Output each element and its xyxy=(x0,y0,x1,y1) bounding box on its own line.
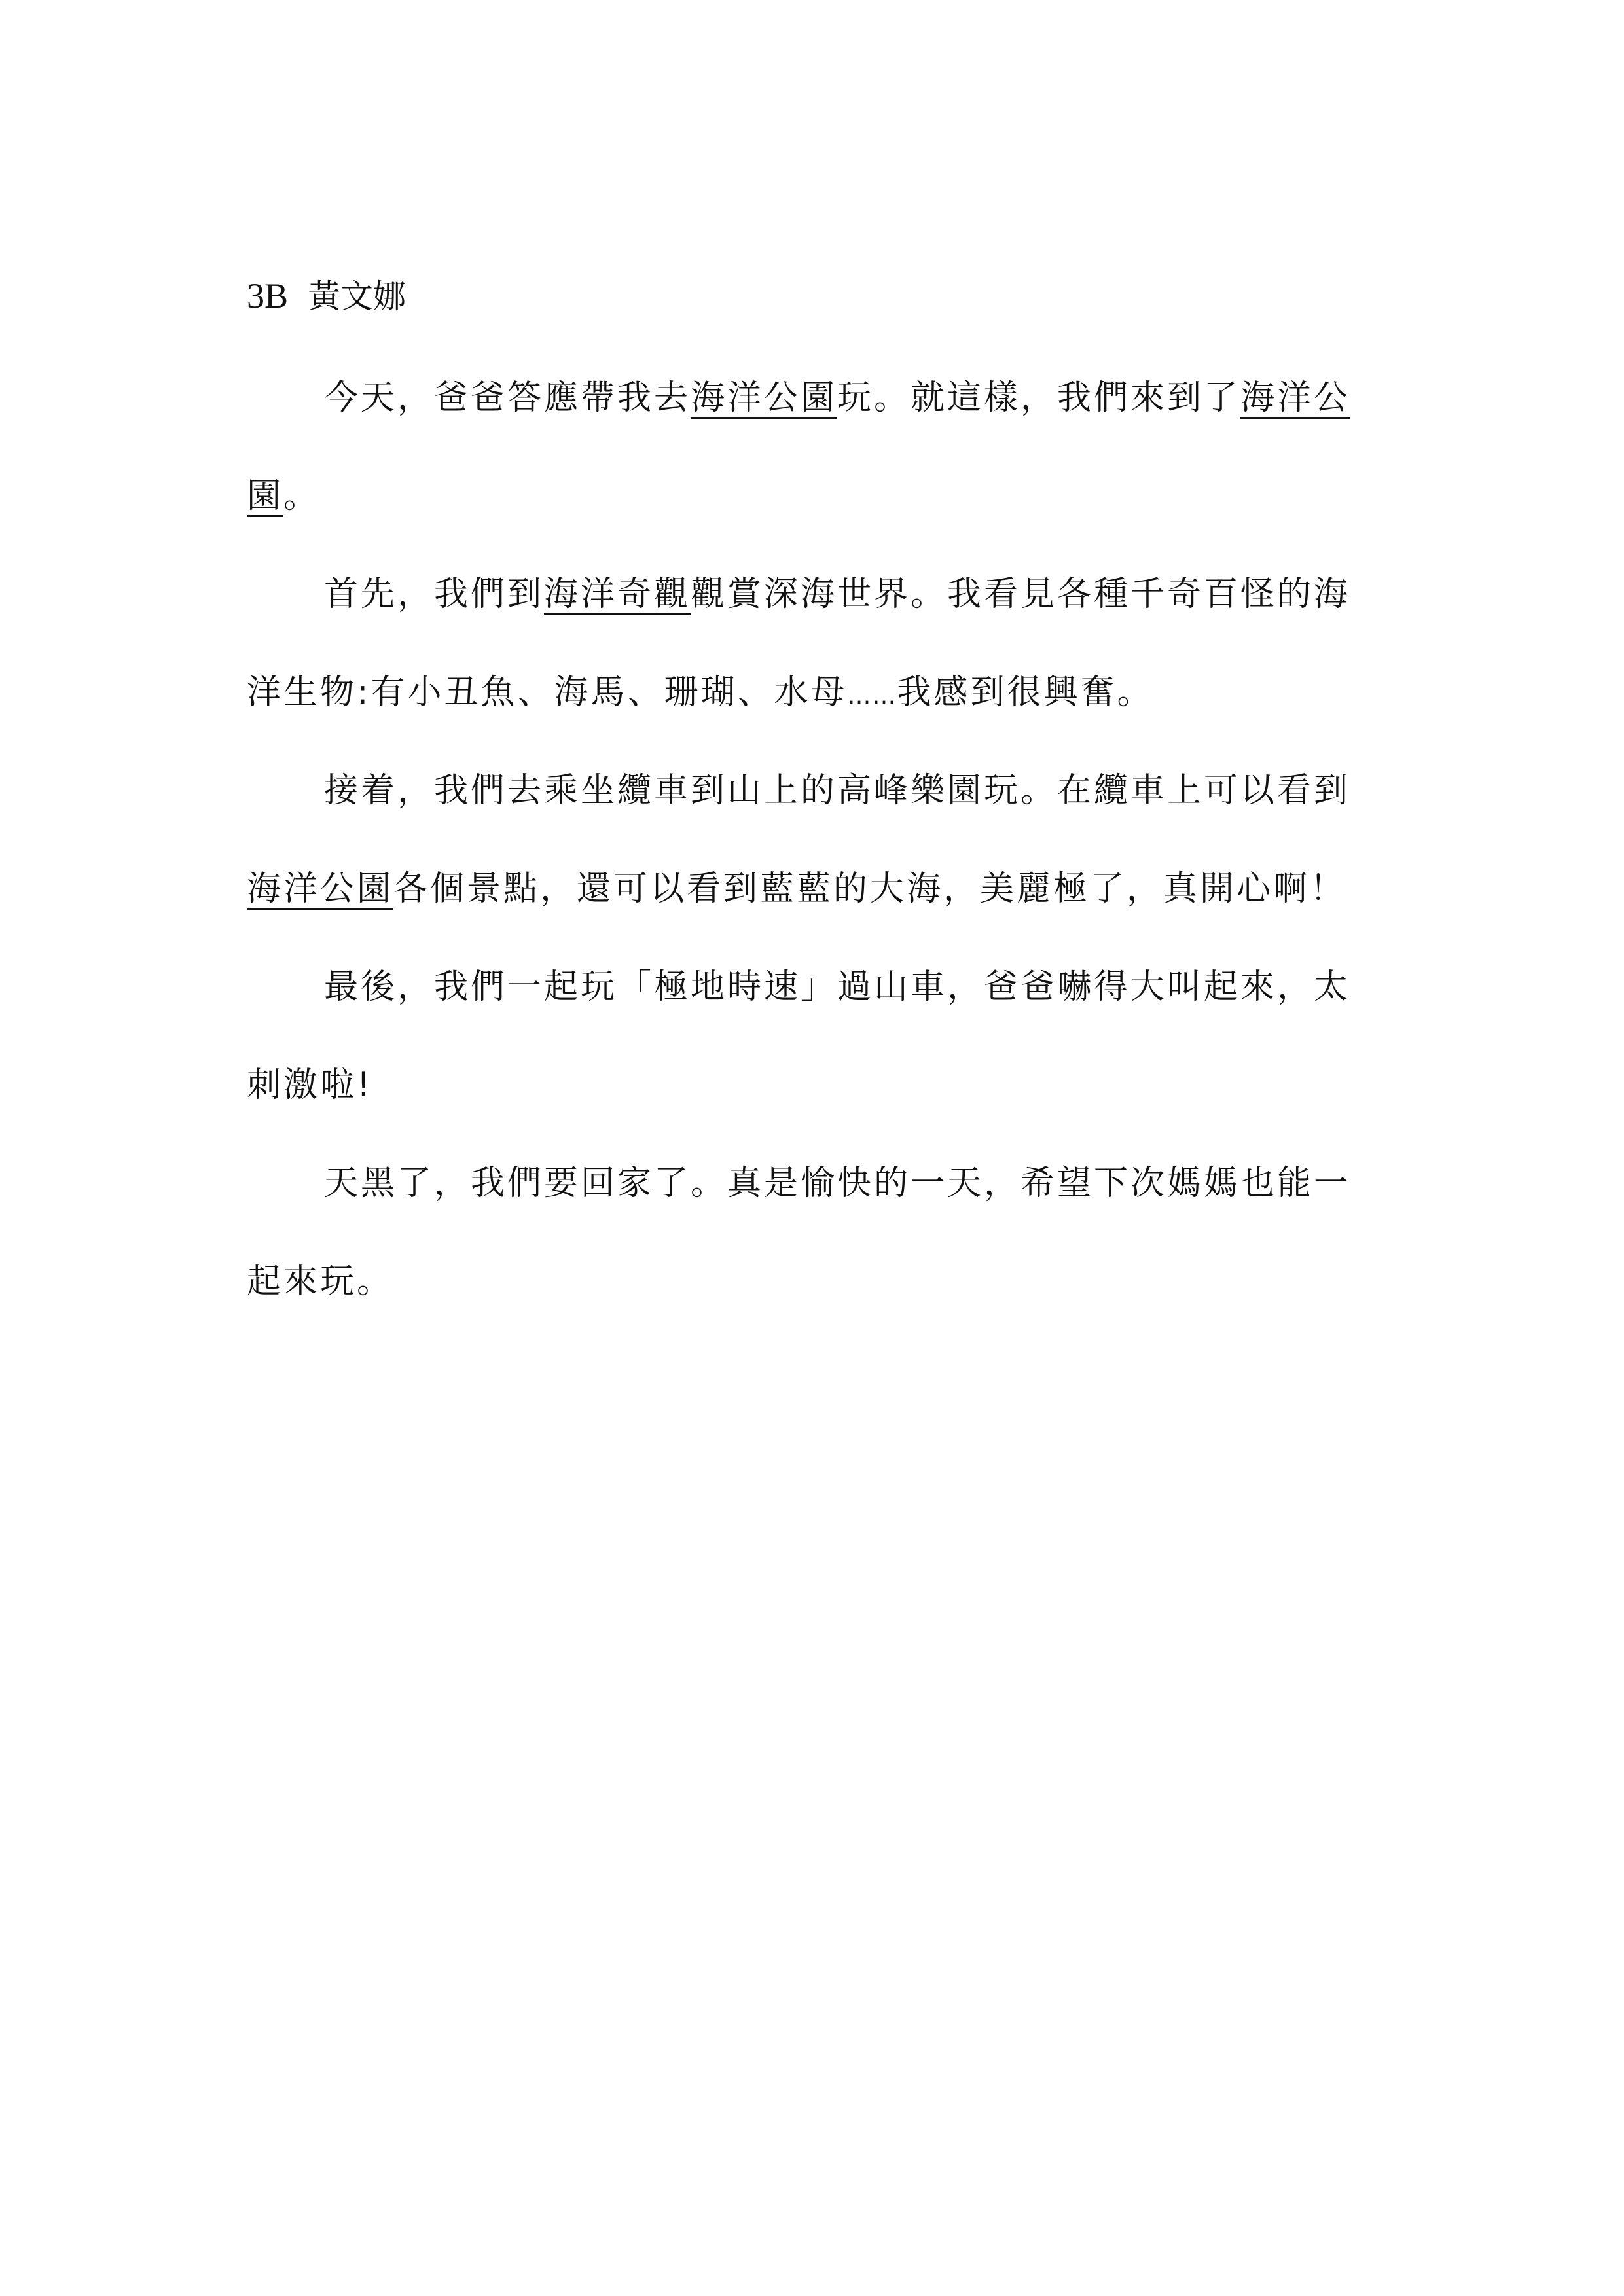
text-segment: 。 xyxy=(283,476,321,516)
paragraph-5-line-2 xyxy=(247,1249,393,1314)
text-segment: 首先，我們到 xyxy=(324,575,545,614)
paragraph-3-line-2 xyxy=(247,856,1346,922)
text-segment: 刺激啦! xyxy=(247,1066,373,1105)
text-segment: 觀賞深海世界。我看見各種千奇百怪的海 xyxy=(691,575,1351,614)
underlined-place-name: 海洋公園 xyxy=(247,869,394,908)
underlined-place-name: 海洋公 xyxy=(1240,378,1351,418)
class-label: 3B xyxy=(247,276,289,315)
paragraph-2-line-1 xyxy=(324,562,1350,627)
text-segment: 天黑了，我們要回家了。真是愉快的一天，希望下次媽媽也能一 xyxy=(324,1164,1351,1203)
paragraph-5-line-1 xyxy=(324,1151,1350,1216)
text-segment: 今天，爸爸答應帶我去 xyxy=(324,378,691,418)
text-segment: 洋生物:有小丑魚、海馬、珊瑚、水母 xyxy=(247,673,848,712)
ellipsis: …… xyxy=(847,683,897,709)
text-segment: 起來玩。 xyxy=(247,1262,394,1301)
text-segment: 各個景點，還可以看到藍藍的大海，美麗極了，真開心啊！ xyxy=(393,869,1347,908)
paragraph-1-line-2 xyxy=(247,463,320,529)
text-segment: 玩。就這樣，我們來到了 xyxy=(837,378,1241,418)
underlined-place-name: 海洋公園 xyxy=(691,378,838,418)
paragraph-3-line-1 xyxy=(324,758,1350,823)
paragraph-4-line-1 xyxy=(324,954,1350,1020)
paragraph-2-line-2 xyxy=(247,660,1154,725)
text-segment: 最後，我們一起玩「極地時速」過山車，爸爸嚇得大叫起來，太 xyxy=(324,967,1351,1007)
author-line xyxy=(247,270,406,323)
underlined-place-name: 園 xyxy=(247,476,284,516)
underlined-place-name: 海洋奇觀 xyxy=(544,575,691,614)
paragraph-1-line-1 xyxy=(324,365,1350,431)
text-segment: 我感到很興奮。 xyxy=(897,673,1154,712)
text-segment: 接着，我們去乘坐纜車到山上的高峰樂園玩。在纜車上可以看到 xyxy=(324,771,1351,810)
paragraph-4-line-2 xyxy=(247,1052,373,1118)
author-name: 黃文娜 xyxy=(308,278,406,315)
